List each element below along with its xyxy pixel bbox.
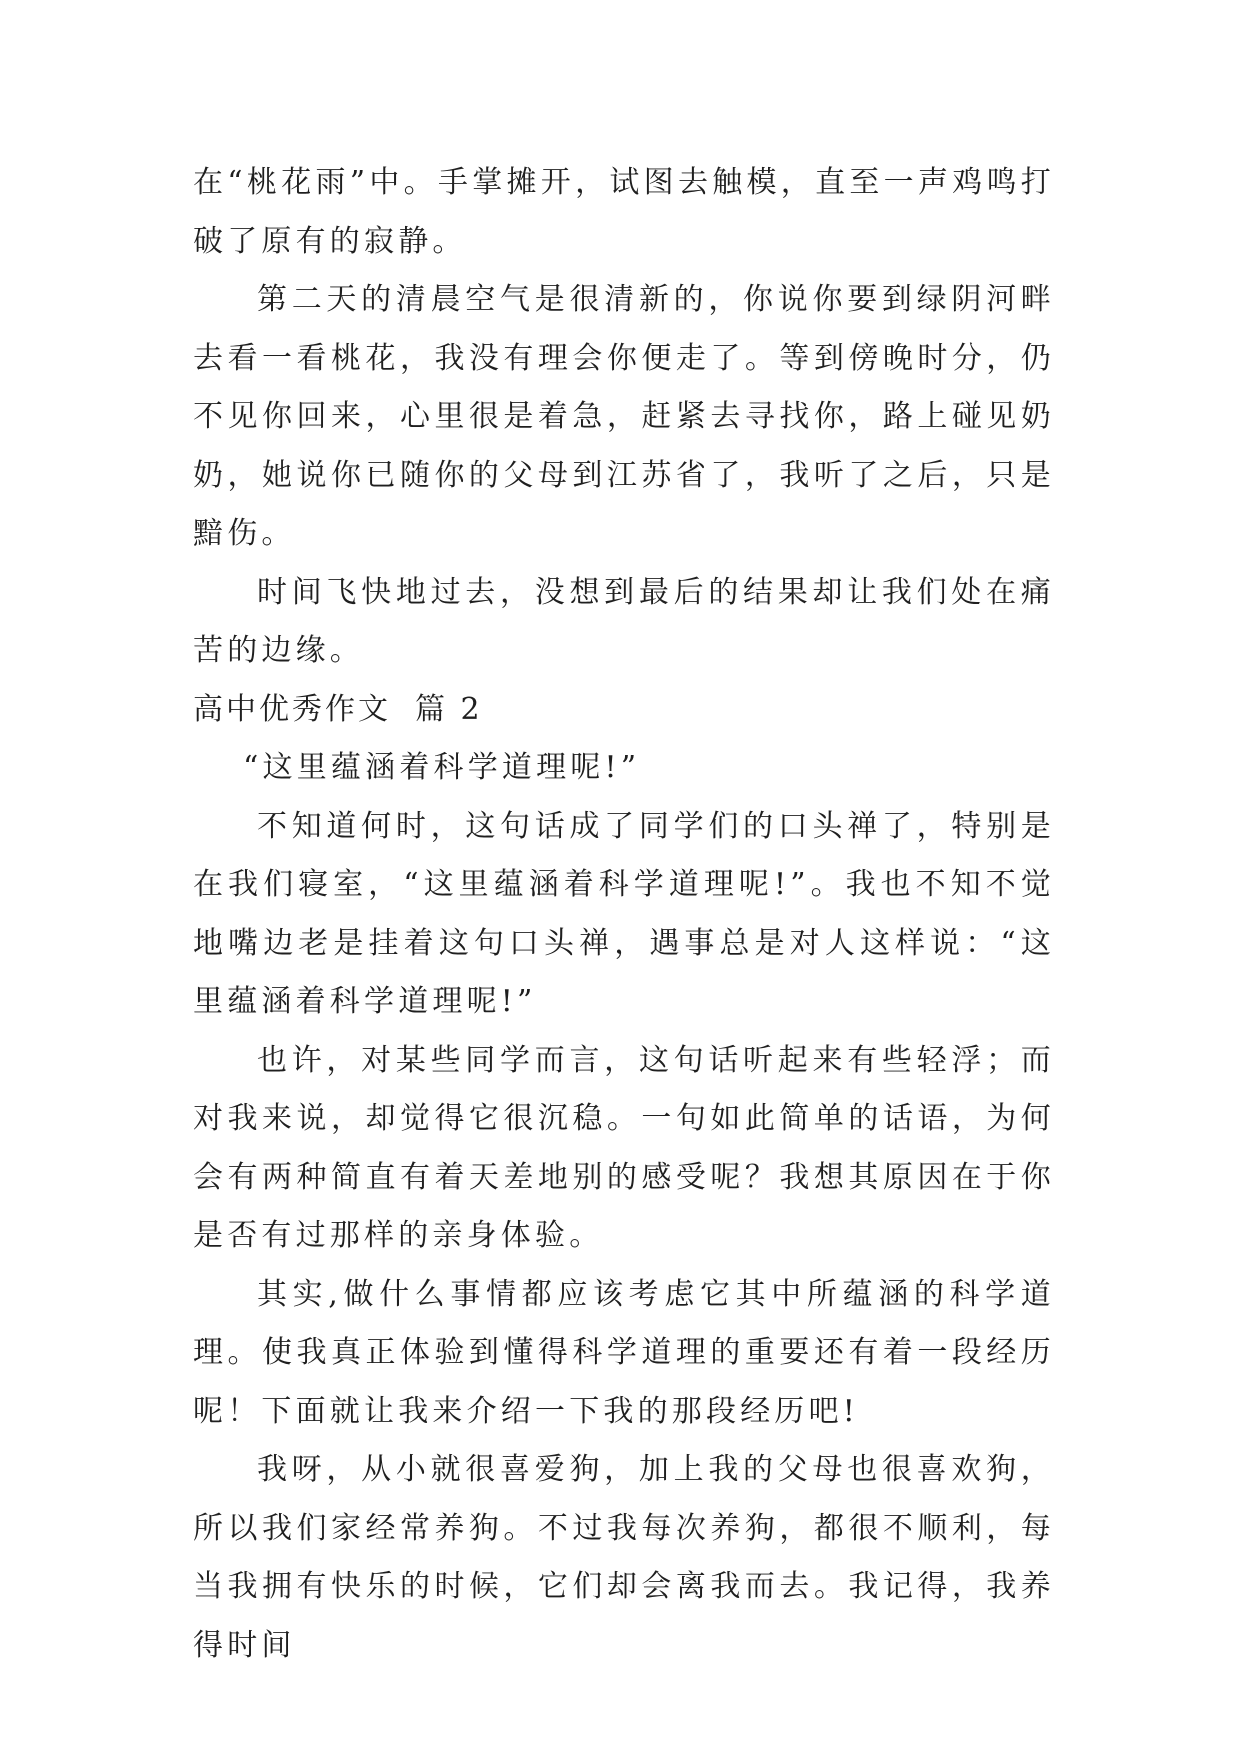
paragraph-6: 其实,做什么事情都应该考虑它其中所蕴涵的科学道理。使我真正体验到懂得科学道理的重要还有着一段经历呢！下面就让我来介绍一下我的那段经历吧!: [193, 1276, 1055, 1429]
paragraph-5: 也许，对某些同学而言，这句话听起来有些轻浮；而对我来说，却觉得它很沉稳。一句如此简单的话语，为何会有两种简直有着天差地别的感受呢？我想其原因在于你是否有过那样的亲身体验。: [193, 1042, 1055, 1253]
section-heading-title: 高中优秀作文: [193, 691, 391, 727]
document-body: [193, 154, 1055, 1675]
section-heading-part: 篇 2: [415, 691, 483, 727]
paragraph-4: 不知道何时，这句话成了同学们的口头禅了，特别是在我们寝室，“这里蕴涵着科学道理呢!”。我也不知不觉地嘴边老是挂着这句口头禅，遇事总是对人这样说：“这里蕴涵着科学道理呢!”: [193, 808, 1055, 1019]
paragraph-2: 第二天的清晨空气是很清新的，你说你要到绿阴河畔去看一看桃花，我没有理会你便走了。等到傍晚时分，仍不见你回来，心里很是着急，赶紧去寻找你，路上碰见奶奶，她说你已随你的父母到江苏省了，我听了之后，只是黯伤。: [193, 282, 1055, 551]
paragraph-3: 时间飞快地过去，没想到最后的结果却让我们处在痛苦的边缘。: [193, 574, 1055, 668]
quote-line: “这里蕴涵着科学道理呢!”: [243, 750, 641, 785]
paragraph-7: 我呀，从小就很喜爱狗，加上我的父母也很喜欢狗，所以我们家经常养狗。不过我每次养狗，都很不顺利，每当我拥有快乐的时候，它们却会离我而去。我记得，我养得时间: [193, 1452, 1055, 1663]
section-heading: [193, 681, 1055, 740]
paragraph-1: 在“桃花雨”中。手掌摊开，试图去触模，直至一声鸡鸣打破了原有的寂静。: [193, 165, 1055, 259]
